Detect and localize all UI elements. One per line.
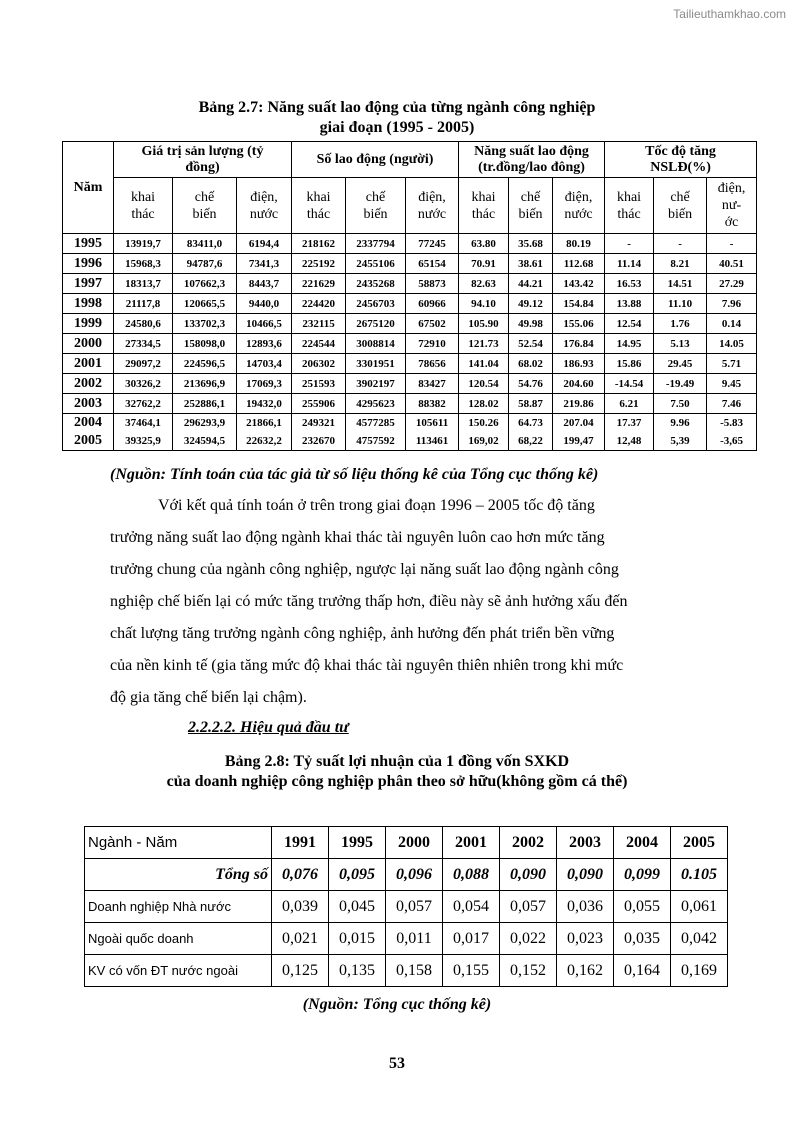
data-text: 21866,1 [246, 417, 282, 429]
sub-text: biến [363, 206, 388, 222]
data-cell: 176.84 [553, 334, 605, 354]
value-cell: 2003 [557, 827, 614, 859]
data-text: 113461 [415, 435, 449, 447]
value-cell: 0,076 [272, 859, 329, 891]
data-cell: 68.02 [509, 354, 553, 374]
data-cell: 94787,6 [173, 254, 237, 274]
table-2-8-source: (Nguồn: Tổng cục thống kê) [302, 996, 492, 1013]
table-row [63, 294, 757, 314]
sub-text: biến [667, 206, 693, 222]
table-row [63, 354, 757, 374]
data-cell: 60966 [406, 294, 459, 314]
data-text: 22632,2 [246, 435, 282, 447]
value-cell: 0,155 [443, 955, 500, 987]
data-cell: 6194,4 [237, 234, 292, 254]
data-cell: 143.42 [553, 274, 605, 294]
paragraph-line: trưởng năng suất lao động ngành khai thác tài nguyên luôn cao hơn mức tăng [110, 529, 605, 546]
data-cell: 44.21 [509, 274, 553, 294]
year-cell: 1996 [63, 254, 114, 274]
data-cell: 15.86 [605, 354, 654, 374]
data-cell: 5.13 [654, 334, 707, 354]
data-cell: 219.86 [553, 394, 605, 414]
row-label: Tổng số [85, 859, 272, 891]
data-cell: 52.54 [509, 334, 553, 354]
data-cell [605, 414, 654, 451]
sub-processing [654, 178, 707, 234]
year-text: 2005 [74, 433, 102, 448]
data-text: 232670 [302, 435, 336, 447]
sub-text: thác [617, 206, 641, 222]
data-cell: 27334,5 [114, 334, 173, 354]
sub-utilities-3line [707, 178, 757, 234]
data-cell: 105.90 [459, 314, 509, 334]
sub-text: khai [616, 189, 642, 205]
data-cell: 77245 [406, 234, 459, 254]
sub-text: khai [471, 189, 496, 205]
data-cell [406, 414, 459, 451]
value-cell: 0,061 [671, 891, 728, 923]
data-cell: 12.54 [605, 314, 654, 334]
year-cell: 1997 [63, 274, 114, 294]
data-cell: 9440,0 [237, 294, 292, 314]
data-cell [173, 414, 237, 451]
data-cell: 141.04 [459, 354, 509, 374]
value-cell: 0,011 [386, 923, 443, 955]
paragraph-line: trưởng chung của ngành công nghiệp, ngược lại năng suất lao động ngành công [110, 561, 619, 578]
data-text: 64.73 [518, 417, 543, 429]
data-cell: 24580,6 [114, 314, 173, 334]
data-cell: - [707, 234, 757, 254]
data-cell: 29097,2 [114, 354, 173, 374]
data-text: 296293,9 [183, 417, 226, 429]
sub-text: điện, [564, 189, 593, 205]
header-output-value-line1: Giá trị sản lượng (tỷ [141, 143, 264, 159]
data-cell: 54.76 [509, 374, 553, 394]
data-cell [459, 414, 509, 451]
sub-mining [459, 178, 509, 234]
value-cell: 0,090 [557, 859, 614, 891]
data-text: 37464,1 [125, 417, 161, 429]
value-cell: 0,152 [500, 955, 557, 987]
value-cell: 0,169 [671, 955, 728, 987]
data-cell: 30326,2 [114, 374, 173, 394]
sub-processing [346, 178, 406, 234]
data-cell: 224544 [292, 334, 346, 354]
data-cell: 224420 [292, 294, 346, 314]
row-label: Ngành - Năm [85, 827, 272, 859]
data-cell: -14.54 [605, 374, 654, 394]
table-row [63, 254, 757, 274]
row-label: KV có vốn ĐT nước ngoài [85, 955, 272, 987]
data-cell: 1.76 [654, 314, 707, 334]
data-cell [114, 414, 173, 451]
data-cell: - [654, 234, 707, 254]
data-cell: 19432,0 [237, 394, 292, 414]
data-cell: 107662,3 [173, 274, 237, 294]
sub-text: chế [365, 189, 386, 205]
sub-processing [173, 178, 237, 234]
value-cell: 0,017 [443, 923, 500, 955]
data-cell: 14.95 [605, 334, 654, 354]
data-cell: 94.10 [459, 294, 509, 314]
value-cell: 0,099 [614, 859, 671, 891]
data-cell: 3008814 [346, 334, 406, 354]
data-cell: 58.87 [509, 394, 553, 414]
year-cell: 2000 [63, 334, 114, 354]
value-cell: 0,135 [329, 955, 386, 987]
sub-text: điện, [250, 189, 278, 205]
data-text: 249321 [302, 417, 336, 429]
table-row [63, 274, 757, 294]
data-cell: 15968,3 [114, 254, 173, 274]
row-label: Doanh nghiệp Nhà nước [85, 891, 272, 923]
sub-text: khai [130, 189, 156, 205]
year-cell [63, 414, 114, 451]
value-cell: 0,096 [386, 859, 443, 891]
value-cell: 0,021 [272, 923, 329, 955]
data-cell: 5.71 [707, 354, 757, 374]
sub-text: điện, [418, 189, 446, 205]
header-output-value [114, 142, 292, 178]
data-cell: 2455106 [346, 254, 406, 274]
data-cell: 213696,9 [173, 374, 237, 394]
data-cell: 29.45 [654, 354, 707, 374]
table-2-7-caption-line2: giai đoạn (1995 - 2005) [319, 119, 475, 136]
data-cell: 252886,1 [173, 394, 237, 414]
table-row [85, 891, 728, 923]
table-row [85, 923, 728, 955]
value-cell: 0,042 [671, 923, 728, 955]
sub-text: chế [194, 189, 215, 205]
table-2-8-caption-line1: Bảng 2.8: Tỷ suất lợi nhuận của 1 đồng vốn SXKD [224, 753, 570, 770]
year-cell: 1995 [63, 234, 114, 254]
value-cell: 0,055 [614, 891, 671, 923]
header-output-value-line2: đồng) [185, 159, 220, 175]
data-text: 199,47 [563, 435, 594, 447]
data-cell [654, 414, 707, 451]
data-cell: 158098,0 [173, 334, 237, 354]
value-cell: 2000 [386, 827, 443, 859]
header-productivity-line2: (tr.đồng/lao đông) [478, 159, 585, 175]
value-cell: 2005 [671, 827, 728, 859]
sub-text: nư- [721, 198, 742, 213]
sub-text: thác [131, 206, 155, 222]
sub-text: chế [520, 189, 541, 205]
table-2-7-caption [0, 98, 794, 138]
sub-utilities [553, 178, 605, 234]
data-cell: 13.88 [605, 294, 654, 314]
data-cell [707, 414, 757, 451]
header-row [85, 827, 728, 859]
header-growth-rate-line1: Tốc độ tăng [645, 143, 716, 159]
data-cell: 88382 [406, 394, 459, 414]
value-cell: 0,022 [500, 923, 557, 955]
year-cell: 1998 [63, 294, 114, 314]
data-text: 5,39 [670, 435, 690, 447]
data-text: 39325,9 [125, 435, 161, 447]
watermark: Tailieuthamkhao.com [673, 7, 786, 21]
table-2-7-body [63, 234, 757, 451]
data-cell: 2435268 [346, 274, 406, 294]
data-cell [346, 414, 406, 451]
data-cell: 186.93 [553, 354, 605, 374]
data-cell: 78656 [406, 354, 459, 374]
value-cell: 0,057 [386, 891, 443, 923]
data-cell: 204.60 [553, 374, 605, 394]
value-cell: 0,125 [272, 955, 329, 987]
paragraph-line [110, 490, 718, 522]
data-cell: 83427 [406, 374, 459, 394]
data-cell: 8.21 [654, 254, 707, 274]
data-cell: 255906 [292, 394, 346, 414]
table-row [85, 859, 728, 891]
data-cell: 2675120 [346, 314, 406, 334]
data-cell: 6.21 [605, 394, 654, 414]
sub-text: nước [564, 206, 593, 222]
data-cell: 13919,7 [114, 234, 173, 254]
data-cell: 154.84 [553, 294, 605, 314]
data-cell: 32762,2 [114, 394, 173, 414]
data-cell: 49.98 [509, 314, 553, 334]
sub-utilities [237, 178, 292, 234]
value-cell: 0,088 [443, 859, 500, 891]
data-cell: 218162 [292, 234, 346, 254]
table-row [63, 374, 757, 394]
paragraph-line: của nền kinh tế (gia tăng mức độ khai thác tài nguyên thiên nhiên trong khi mức [110, 657, 624, 674]
data-text: 4757592 [356, 435, 395, 447]
value-cell: 0,045 [329, 891, 386, 923]
data-cell [553, 414, 605, 451]
value-cell: 1995 [329, 827, 386, 859]
table-2-7 [62, 141, 757, 451]
table-2-7-source: (Nguồn: Tính toán của tác giả từ số liệu thống kê của Tổng cục thống kê) [110, 466, 599, 483]
data-cell: 14.05 [707, 334, 757, 354]
table-row [63, 334, 757, 354]
data-cell: 63.80 [459, 234, 509, 254]
data-text: 9.96 [670, 417, 690, 429]
data-cell: 35.68 [509, 234, 553, 254]
sub-text: ớc [724, 215, 739, 230]
table-row [63, 234, 757, 254]
header-growth-rate-line2: NSLĐ(%) [650, 159, 711, 175]
data-cell: -19.49 [654, 374, 707, 394]
data-cell: 7341,3 [237, 254, 292, 274]
sub-text: khai [306, 189, 331, 205]
paragraph-line: độ gia tăng chế biến lại chậm). [110, 689, 307, 706]
data-cell: 120665,5 [173, 294, 237, 314]
value-cell: 0,095 [329, 859, 386, 891]
data-cell: 12893,6 [237, 334, 292, 354]
sub-mining [605, 178, 654, 234]
data-cell: 11.14 [605, 254, 654, 274]
data-cell: 16.53 [605, 274, 654, 294]
data-cell: 224596,5 [173, 354, 237, 374]
data-cell [292, 414, 346, 451]
data-cell: 128.02 [459, 394, 509, 414]
data-cell: 133702,3 [173, 314, 237, 334]
value-cell: 0,162 [557, 955, 614, 987]
data-cell: 221629 [292, 274, 346, 294]
data-cell: 155.06 [553, 314, 605, 334]
data-cell: 7.96 [707, 294, 757, 314]
data-cell: 40.51 [707, 254, 757, 274]
data-text: 12,48 [616, 435, 642, 447]
data-cell: 18313,7 [114, 274, 173, 294]
data-text: 150.26 [468, 417, 499, 429]
data-cell: 8443,7 [237, 274, 292, 294]
data-cell: 14703,4 [237, 354, 292, 374]
sub-text: thác [471, 206, 496, 222]
data-cell: 83411,0 [173, 234, 237, 254]
data-cell: 14.51 [654, 274, 707, 294]
data-cell: 225192 [292, 254, 346, 274]
data-text: 169,02 [468, 435, 499, 447]
data-cell: 70.91 [459, 254, 509, 274]
data-cell: 112.68 [553, 254, 605, 274]
row-label: Ngoài quốc doanh [85, 923, 272, 955]
paragraph-line: chất lượng tăng trưởng ngành công nghiệp, ảnh hưởng đến phát triển bền vững [110, 625, 615, 642]
sub-text: chế [670, 189, 690, 205]
value-cell: 0,057 [500, 891, 557, 923]
value-cell: 0,158 [386, 955, 443, 987]
data-cell [237, 414, 292, 451]
value-cell: 0,015 [329, 923, 386, 955]
data-cell: 2337794 [346, 234, 406, 254]
data-cell: 3301951 [346, 354, 406, 374]
value-cell: 0.105 [671, 859, 728, 891]
value-cell: 0,090 [500, 859, 557, 891]
sub-utilities [406, 178, 459, 234]
sub-mining [292, 178, 346, 234]
data-cell: 72910 [406, 334, 459, 354]
data-cell: 21117,8 [114, 294, 173, 314]
paragraph-line: nghiệp chế biến lại có mức tăng trưởng thấp hơn, điều này sẽ ảnh hưởng xấu đến [110, 593, 628, 610]
header-labor-count: Số lao động (người) [292, 142, 459, 178]
data-text: -5.83 [720, 417, 743, 429]
data-cell: 206302 [292, 354, 346, 374]
sub-mining [114, 178, 173, 234]
data-cell: 4295623 [346, 394, 406, 414]
sub-text: nước [417, 206, 447, 222]
sub-text: biến [518, 206, 543, 222]
data-text: 207.04 [563, 417, 594, 429]
data-cell: 2456703 [346, 294, 406, 314]
table-2-7-caption-line1: Bảng 2.7: Năng suất lao động của từng ngành công nghiệp [198, 99, 596, 116]
value-cell: 0,164 [614, 955, 671, 987]
value-cell: 2001 [443, 827, 500, 859]
data-text: 68,22 [518, 435, 543, 447]
data-cell: 0.14 [707, 314, 757, 334]
data-cell: 3902197 [346, 374, 406, 394]
value-cell: 0,039 [272, 891, 329, 923]
data-cell: 17069,3 [237, 374, 292, 394]
data-text: 17.37 [616, 417, 642, 429]
data-text: 105611 [415, 417, 449, 429]
header-growth-rate [605, 142, 757, 178]
data-cell: 58873 [406, 274, 459, 294]
value-cell: 2004 [614, 827, 671, 859]
sub-text: biến [192, 206, 217, 222]
data-text: 4577285 [356, 417, 395, 429]
year-text: 2004 [74, 415, 102, 430]
page-number: 53 [389, 1055, 405, 1072]
value-cell: 0,035 [614, 923, 671, 955]
data-cell [509, 414, 553, 451]
year-cell: 2001 [63, 354, 114, 374]
data-cell: 7.46 [707, 394, 757, 414]
data-cell: 121.73 [459, 334, 509, 354]
table-2-8-caption [0, 752, 794, 792]
data-cell: 232115 [292, 314, 346, 334]
value-cell: 0,036 [557, 891, 614, 923]
header-productivity-line1: Năng suất lao động [474, 143, 589, 159]
data-cell: 80.19 [553, 234, 605, 254]
data-cell: 67502 [406, 314, 459, 334]
year-cell: 1999 [63, 314, 114, 334]
value-cell: 0,054 [443, 891, 500, 923]
data-cell: 38.61 [509, 254, 553, 274]
table-row [85, 955, 728, 987]
value-cell: 0,023 [557, 923, 614, 955]
sub-text: nước [249, 206, 279, 222]
data-cell: 9.45 [707, 374, 757, 394]
data-cell: 7.50 [654, 394, 707, 414]
data-cell: 82.63 [459, 274, 509, 294]
sub-processing [509, 178, 553, 234]
value-cell: 2002 [500, 827, 557, 859]
table-row [63, 314, 757, 334]
paragraph-line-text: Với kết quả tính toán ở trên trong giai đoạn 1996 – 2005 tốc độ tăng [158, 497, 595, 514]
sub-text: thác [306, 206, 331, 222]
header-year: Năm [63, 142, 114, 234]
data-cell: - [605, 234, 654, 254]
year-cell: 2003 [63, 394, 114, 414]
data-cell: 251593 [292, 374, 346, 394]
section-subheading: 2.2.2.2. Hiệu quả đầu tư [188, 719, 349, 736]
data-cell: 11.10 [654, 294, 707, 314]
analysis-paragraph [110, 490, 718, 714]
table-2-8-caption-line2: của doanh nghiệp công nghiệp phân theo sở hữu(không gồm cá thể) [166, 773, 628, 790]
data-cell: 49.12 [509, 294, 553, 314]
sub-text: điện, [717, 181, 746, 196]
year-cell: 2002 [63, 374, 114, 394]
table-row [63, 394, 757, 414]
data-cell: 10466,5 [237, 314, 292, 334]
data-cell: 27.29 [707, 274, 757, 294]
data-text: 324594,5 [183, 435, 226, 447]
table-row-merged [63, 414, 757, 451]
value-cell: 1991 [272, 827, 329, 859]
data-cell: 65154 [406, 254, 459, 274]
table-2-8-body [85, 827, 728, 987]
table-2-8 [84, 826, 728, 987]
data-cell: 120.54 [459, 374, 509, 394]
data-text: -3,65 [720, 435, 743, 447]
header-productivity [459, 142, 605, 178]
